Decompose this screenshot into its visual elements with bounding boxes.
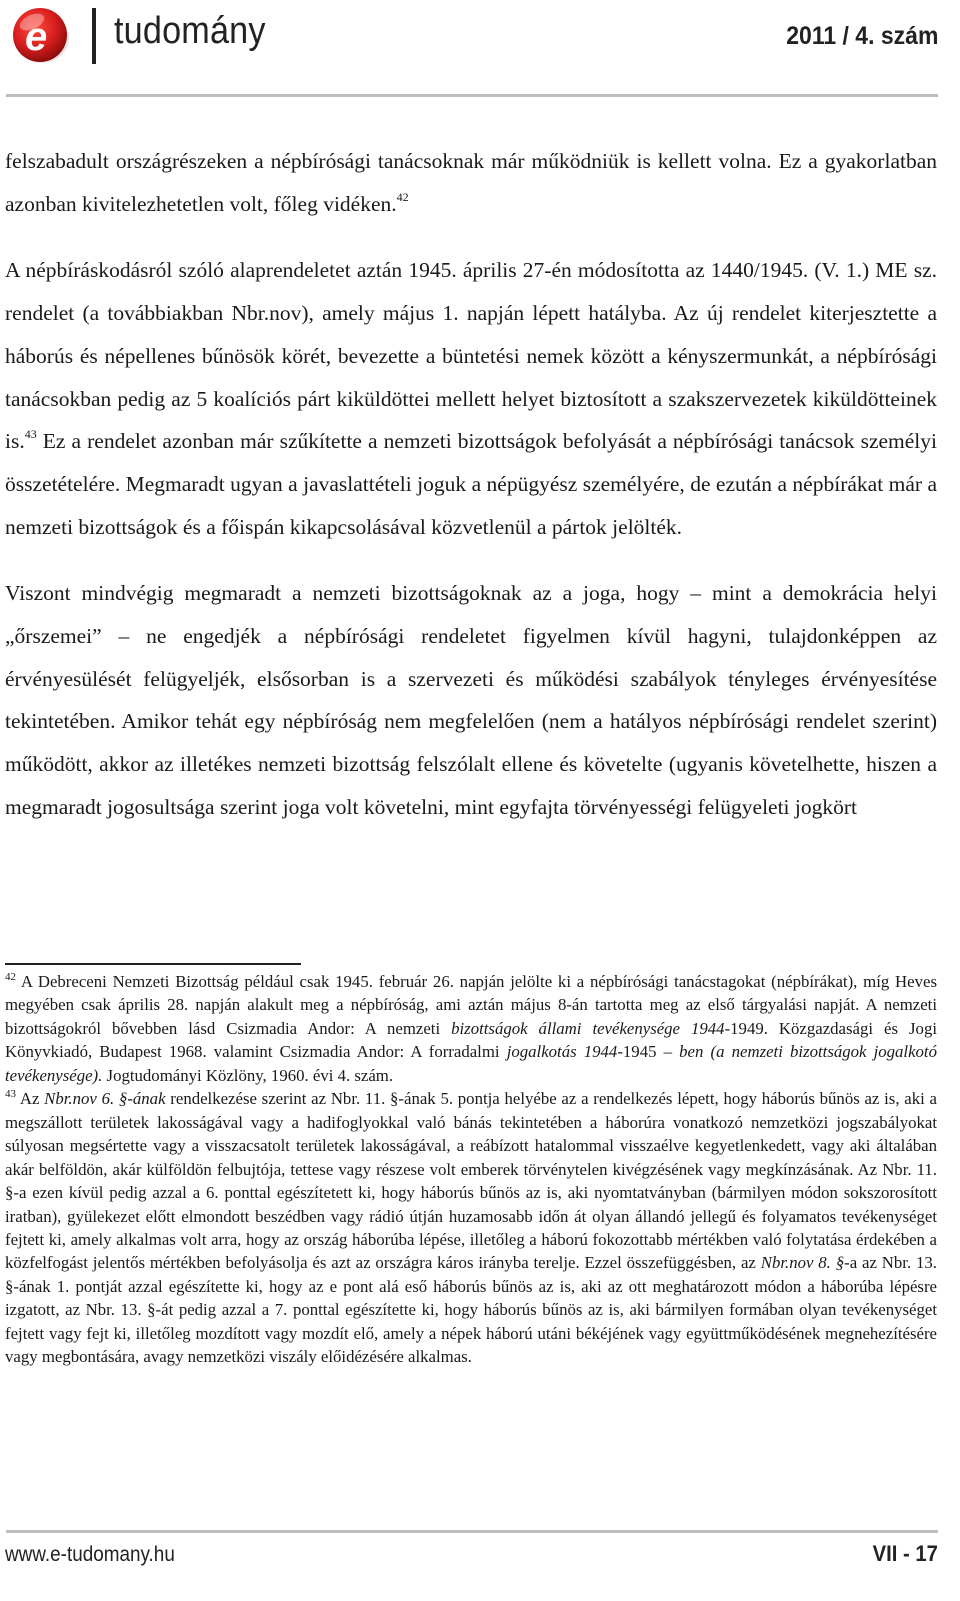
paragraph-1 xyxy=(5,140,937,225)
page-header xyxy=(0,0,960,100)
header-rule xyxy=(6,94,938,97)
paragraph-3: Viszont mindvégig megmaradt a nemzeti bizottságoknak az a joga, hogy – mint a demokrácia helyi „őrszemei” – ne engedjék a népbírósági rendeletet figyelmen kívül hagyni, tulajdonképpen az érvényesülését felügyeljék, elsősorban is a szervezeti és működési szabályok tényleges érvényesítése tekintetében. Amikor tehát egy népbíróság nem megfelelően (nem a hatályos népbírósági rendelet szerint) működött, akkor az illetékes nemzeti bizottság felszólalt ellene és követelte (ugyanis követelhette, hiszen a megmaradt jogosultsága szerint joga volt követelni, mint egyfajta törvényességi felügyeleti jogkört xyxy=(5,581,937,819)
footnote-42-number: 42 xyxy=(5,971,16,983)
paragraph-2-text-b: Ez a rendelet azonban már szűkítette a nemzeti bizottságok befolyását a népbírósági tanácsok személyi összetételére. Megmaradt ugyan a javaslattételi joguk a népügyész személyére, de ezután a népbírákat már a nemzeti bizottságok és a főispán kikapcsolásával közvetlenül a pártok jelölték. xyxy=(5,429,937,539)
footnote-42-text: A Debreceni Nemzeti Bizottság például csak 1945. február 26. napján jelölte ki a népbírósági tanácstagokat (népbírákat), míg Heves megyében csak április 28. napján alakult meg a népbíróság, ami aztán május 8-án tartotta meg az első tárgyalási napját. A nemzeti bizottságokról bővebben lásd Csizmadia Andor: A nemzeti xyxy=(5,972,937,1038)
footnote-ref-43[interactable]: 43 xyxy=(24,427,37,442)
article-body xyxy=(5,140,937,829)
footnote-42 xyxy=(5,970,937,1087)
footnote-43-text-3: -a az Nbr. 13. §-ának 1. pontját azzal egészítette ki, hogy az e pont alá eső háborús bűnös az is, aki az ott meghatározott módon a háborúba lépésre izgatott, az Nbr. 13. §-át pedig azzal a 7. ponttal egészítette ki, hogy háborús bűnös az is, aki bármilyen formában olyan tevékenységet fejtett vagy fejt ki, illetőleg mozdított vagy mozdít elő, amely a népek háború utáni békéjének vagy együttműködésének megnehezítésére vagy megbontására, avagy nemzetközi viszály előidézésére alkalmas. xyxy=(5,1253,938,1367)
e-logo-icon xyxy=(8,2,72,66)
site-title: tudomány xyxy=(114,10,266,52)
footnote-separator xyxy=(5,963,301,965)
footnotes xyxy=(5,970,937,1369)
footer-rule xyxy=(6,1530,938,1533)
footnote-43-number: 43 xyxy=(5,1088,16,1101)
footnote-43-text: Az xyxy=(16,1089,45,1109)
issue-number: 2011 / 4. szám xyxy=(785,22,938,50)
page-number: VII - 17 xyxy=(872,1541,938,1566)
footnote-ref-42[interactable]: 42 xyxy=(396,189,409,204)
footnote-43 xyxy=(5,1087,937,1368)
paragraph-1-text: felszabadult országrészeken a népbírósági tanácsoknak már működniük is kellett volna. Ez a gyakorlatban azonban kivitelezhetetlen volt, főleg vidéken. xyxy=(5,149,937,216)
footnote-43-text-2: rendelkezése szerint az Nbr. 11. §-ának 5. pontja helyébe az a rendelkezés lépett, hogy háborús bűnös az is, aki a megszállott területek lakosságával vagy a hadifoglyokkal való bánás tekintetében a háborúra vonatkozó nemzetközi jogszabályokat súlyosan megsértette vagy a visszacsatolt területek lakosságával, a reábízott hatalommal visszaélve kegyetlenkedett, vagy aki általában akár belföldön, akár külföldön felbujtója, tettese vagy részese volt emberek törvénytelen kivégzésének vagy megkínzásának. Az Nbr. 11. §-a ezen kívül pedig azzal a 6. ponttal egészítetett ki, hogy háborús bűnös az is, aki nyomtatványban (bármilyen módon sokszorosított iratban), gyülekezet előtt elmondott beszédben vagy rádió útján huzamosabb időn át olyan állandó jellegű és folyamatos tevékenységet fejtett ki, amely alkalmas volt arra, hogy az ország háborúba lépése, illetőleg a háború fokozottabb mértékben való folytatása érdekében a közfelfogást jelentős mértékben befolyásolja és azt az országra káros irányba terelje. Ezzel összefüggésben, az xyxy=(5,1089,937,1273)
footnote-43-italic-2: Nbr.nov 8. § xyxy=(760,1253,845,1273)
footnote-42-italic-3: – ben (a nemzeti bizottságok jogalkotó tevékenysége). xyxy=(5,1042,937,1085)
footnote-42-italic-title: bizottságok állami tevékenysége 1944 xyxy=(451,1018,725,1038)
paragraph-2-text-a: A népbíráskodásról szóló alaprendeletet aztán 1945. április 27-én módosította az 1440/1945. (V. 1.) ME sz. rendelet (a továbbiakban Nbr.nov), amely május 1. napján lépett hatályba. Az új rendelet kiterjesztette a háborús és népellenes bűnösök körét, bevezette a büntetési nemek között a kényszermunkát, a népbírósági tanácsokban pedig az 5 koalíciós párt kiküldöttei mellett helyet biztosított a szakszervezetek kiküldötteinek is. xyxy=(5,258,937,454)
footnote-42-italic-2: jogalkotás 1944 xyxy=(506,1042,618,1062)
header-divider xyxy=(92,8,96,64)
footnote-42-text-2: -1949. Közgazdasági és Jogi Könyvkiadó, Budapest 1968. valamint Csizmadia Andor: A forradalmi xyxy=(5,1018,937,1062)
logo-letter: e xyxy=(25,15,48,59)
footnote-42-text-4: Jogtudományi Közlöny, 1960. évi 4. szám. xyxy=(102,1065,394,1085)
paragraph-2 xyxy=(5,249,937,548)
footnote-43-italic: Nbr.nov 6. §-ának xyxy=(44,1089,166,1109)
footer-url[interactable]: www.e-tudomany.hu xyxy=(5,1543,175,1566)
footnote-42-text-3: -1945 xyxy=(617,1042,664,1062)
